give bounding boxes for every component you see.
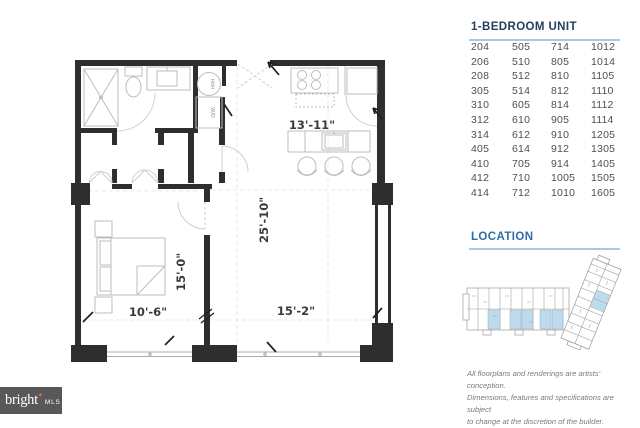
dim-bedroom-height: 15'-0" <box>174 252 188 291</box>
tick-marks <box>83 62 382 352</box>
dim-living-width: 15'-2" <box>276 304 316 318</box>
unit-number: 312 <box>471 113 490 126</box>
nightstand <box>95 221 112 237</box>
unit-number: 1505 <box>591 172 616 185</box>
unit-number: 208 <box>471 70 490 83</box>
unit-number: 410 <box>471 157 490 170</box>
unit-number: 614 <box>512 143 531 156</box>
unit-number: 505 <box>512 41 531 53</box>
unit-number: 412 <box>471 172 490 185</box>
unit-number: 612 <box>512 128 531 141</box>
unit-number: 714 <box>551 41 570 53</box>
unit-number: 1405 <box>591 157 616 170</box>
kitchen-island <box>288 131 370 152</box>
unit-number: 514 <box>512 84 531 97</box>
brightmls-watermark <box>0 387 62 414</box>
unit-number: 605 <box>512 99 531 112</box>
unit-number: 305 <box>471 84 490 97</box>
entry-door <box>238 64 272 88</box>
range <box>291 68 338 107</box>
unit-number: 314 <box>471 128 490 141</box>
highlighted-unit <box>522 310 533 329</box>
dim-living-height: 25'-10" <box>257 196 271 243</box>
unit-number: 912 <box>551 143 570 156</box>
nightstand <box>95 297 112 313</box>
floorplan-drawing <box>40 45 460 375</box>
bed <box>97 238 165 295</box>
unit-number: 905 <box>551 113 570 126</box>
header-divider <box>469 248 620 250</box>
unit-number: 610 <box>512 113 531 126</box>
doors <box>89 64 272 229</box>
island-sink <box>322 131 346 150</box>
building-horizontal-wing <box>463 288 569 335</box>
washer-dryer-label: W/D <box>209 107 215 118</box>
unit-number: 1205 <box>591 128 616 141</box>
unit-number: 805 <box>551 55 570 68</box>
unit-number: 712 <box>512 186 531 199</box>
unit-number: 814 <box>551 99 570 112</box>
unit-number: 414 <box>471 186 490 199</box>
unit-number-grid <box>471 41 638 202</box>
highlighted-unit <box>510 310 521 329</box>
toilet <box>125 67 142 97</box>
bedroom-door <box>178 202 205 229</box>
unit-number: 1605 <box>591 186 616 199</box>
unit-number: 204 <box>471 41 490 53</box>
unit-number: 510 <box>512 55 531 68</box>
bedroom <box>95 221 165 313</box>
walls <box>71 60 393 362</box>
water-heater-label: HWH <box>210 78 215 90</box>
unit-number: 405 <box>471 143 490 156</box>
shower <box>84 69 118 126</box>
highlighted-unit <box>488 310 500 329</box>
unit-number: 310 <box>471 99 490 112</box>
unit-number: 812 <box>551 84 570 97</box>
unit-number: 206 <box>471 55 490 68</box>
dim-kitchen: 13'-11" <box>288 118 336 132</box>
water-heater <box>198 73 221 96</box>
unit-number: 914 <box>551 157 570 170</box>
refrigerator <box>345 66 377 126</box>
reference-lines <box>81 66 375 345</box>
unit-number: 1010 <box>551 186 576 199</box>
bathroom <box>84 67 222 128</box>
unit-number: 1005 <box>551 172 576 185</box>
unit-number: 1105 <box>591 70 615 83</box>
disclaimer-text <box>467 368 633 428</box>
watermark-star-icon: ✷ <box>37 393 43 399</box>
unit-number: 1014 <box>591 55 616 68</box>
unit-number: 1112 <box>591 99 614 112</box>
unit-number: 1110 <box>591 84 614 97</box>
disclaimer-line: All floorplans and renderings are artists' conception. <box>467 369 601 390</box>
unit-number: 910 <box>551 128 570 141</box>
bar-stools <box>297 157 371 176</box>
unit-number: 710 <box>512 172 531 185</box>
unit-number: 1114 <box>591 113 614 126</box>
watermark-suffix: MLS <box>44 399 61 406</box>
highlighted-unit <box>552 310 563 329</box>
unit-number: 1305 <box>591 143 616 156</box>
unit-number: 705 <box>512 157 531 170</box>
disclaimer-line: Dimensions, features and specifications are subject <box>467 393 614 414</box>
unit-number: 1012 <box>591 41 616 53</box>
location-header: LOCATION <box>471 231 534 243</box>
vanity-sink <box>147 67 190 90</box>
dim-bedroom-width: 10'-6" <box>128 305 168 319</box>
location-diagram <box>463 254 631 348</box>
washer-dryer <box>196 97 222 128</box>
unit-number: 810 <box>551 70 570 83</box>
highlighted-unit <box>540 310 551 329</box>
disclaimer-line: to change at the discretion of the builder. <box>467 417 604 426</box>
unit-type-header: 1-BEDROOM UNIT <box>471 21 577 33</box>
unit-number: 512 <box>512 70 531 83</box>
watermark-brand: bright <box>5 392 38 408</box>
